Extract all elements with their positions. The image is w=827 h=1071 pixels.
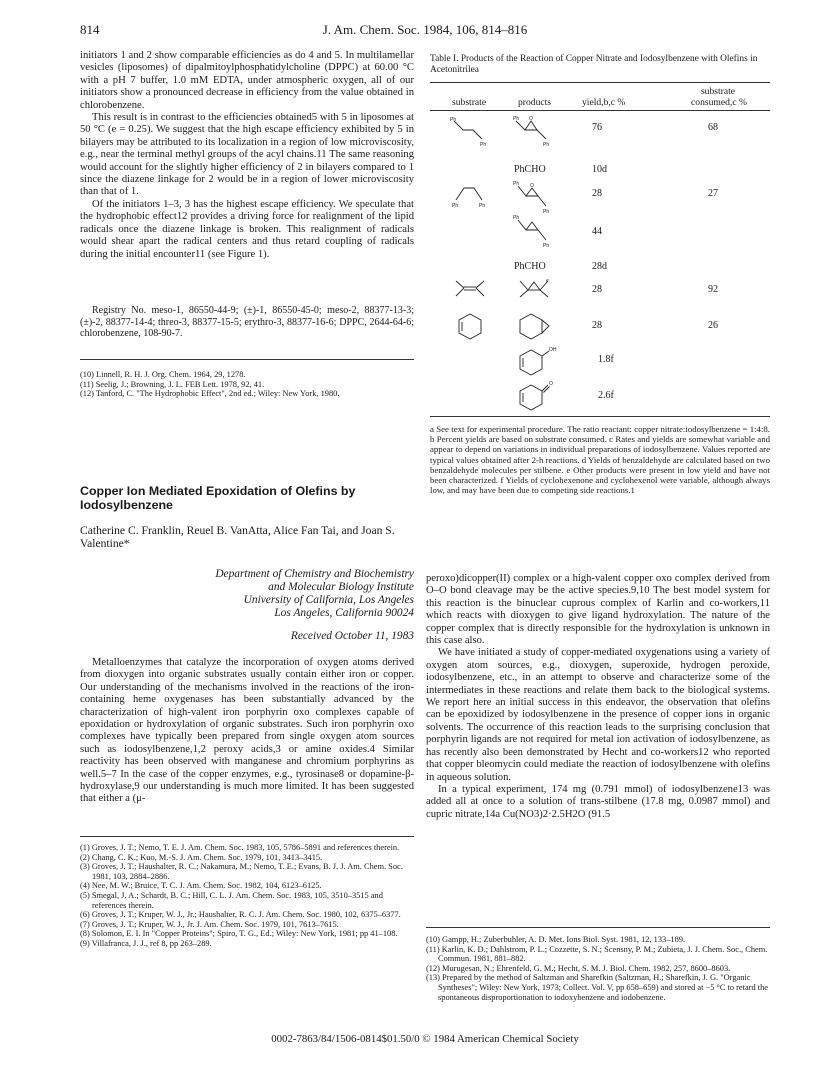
oxygen-label: O — [529, 116, 533, 122]
reference: (11) Seelig, J.; Browning, J. L. FEB Lett. 1978, 92, 41. — [80, 379, 265, 389]
right-body — [426, 573, 770, 821]
yield-value: 28d — [592, 261, 607, 272]
reference: (9) Villafranca, J. J., ref 8, pp 263–289. — [80, 938, 212, 948]
paragraph: Metalloenzymes that catalyze the incorporation of oxygen atoms derived from dioxygen into organic substrates usually contain either iron or copper. Our understanding of the mechanisms involved in the reactions of the iron-containing heme oxygenases has been substantially advanced by the characterization of high-valent iron porphyrin oxo complexes capable of epoxidation or hydroxylation of organic substrates. Such iron porphyrin oxo complexes have typically been prepared from single oxygen atom sources such as iodosylbenzene,1,2 peroxy acids,3 or amine oxides.4 Similar reactivity has been observed with manganese and chromium porphyrins as well.5–7 In the case of the copper enzymes, e.g., tyrosinase8 or dopamine-β-hydroxylase,9 our understanding is much more limited. It has been suggested that either a (μ- — [80, 657, 414, 805]
reference: (12) Murugesan, N.; Ehrenfeld, G. M.; Hecht, S. M. J. Biol. Chem. 1982, 257, 8600–8603. — [426, 963, 731, 973]
header-products: products — [518, 97, 552, 108]
yield-value: 10d — [592, 164, 607, 175]
yield-value: 28 — [592, 188, 602, 199]
consumed-value: 27 — [708, 188, 718, 199]
registry-numbers — [80, 305, 414, 340]
footnote-mark: e — [546, 278, 549, 284]
yield-value: 44 — [592, 226, 602, 237]
table-footnotes: a See text for experimental procedure. The ratio reactant: copper nitrate:iodosylbenzene = 1:4:8. b Percent yields are based on substrate consumed. c Rates and yields are somewhat variable and appear to depend on variations in individual preparations of iodosylbenzene. Values reported are typical values obtained after 2-h reactions. d Yields of benzaldehyde are calculated based on two benzaldehyde molecules per stilbene. e Other products were present in low yield and have not been characterized. f Yields of cyclohexenone and cyclohexenol were variable, although always low, and may have been due to competing side reactions.1 — [430, 424, 770, 496]
header-consumed-top: substrate — [700, 86, 736, 97]
reference: (4) Nee, M. W.; Bruice, T. C. J. Am. Chem. Soc. 1982, 104, 6123–6125. — [80, 881, 322, 891]
yield-value: 28 — [592, 320, 602, 331]
references-bottom-left — [80, 843, 414, 949]
ph-label: Ph — [513, 215, 520, 221]
divider — [426, 927, 770, 928]
affiliation-line: Department of Chemistry and Biochemistry — [215, 568, 414, 580]
yield-value: 1.8f — [598, 354, 614, 365]
paragraph: initiators 1 and 2 show comparable efficiencies as do 4 and 5. In multilamellar vesicles (liposomes) of dipalmitoylphosphatidylcholine (DPPC) at 60.00 °C with a pH 7 buffer, 1.0 mM EDTA, under atmospheric oxygen, all of our initiators show a pronounced decrease in efficiency from the value obtained in chlorobenzene. — [80, 50, 414, 111]
ph-label: Ph — [513, 181, 520, 187]
affiliation — [80, 568, 414, 620]
consumed-value: 26 — [708, 320, 718, 331]
references-bottom-right — [426, 935, 770, 1002]
reference: (10) Gampp, H.; Zuberbuhler, A. D. Met. Ions Biol. Syst. 1981, 12, 133–189. — [426, 935, 686, 944]
cyclohexenol-structure — [516, 346, 562, 376]
oxygen-label: O — [530, 183, 534, 189]
reference: (7) Groves, J. T.; Kruper, W. J., Jr. J. Am. Chem. Soc. 1979, 101, 7613–7615. — [80, 919, 339, 929]
header-yield: yield,b,c % — [582, 97, 626, 108]
affiliation-line: and Molecular Biology Institute — [268, 581, 414, 593]
consumed-value: 92 — [708, 284, 718, 295]
affiliation-line: Los Angeles, California 90024 — [274, 607, 414, 619]
left-body — [80, 657, 414, 806]
paragraph: This result is in contrast to the efficiencies obtained5 with 5 in liposomes at 50 °C (e = 0.25). We suggest that the high escape efficiency exhibited by 5 in bilayers may be attributed to its localization in a region of low microviscosity, e.g., near the terminal methyl groups of the acyl chains.11 The same reasoning would account for the slightly higher efficiency of 2 in bilayers compared to 1 since the diazene linkage for 2 would be in a region of lower microviscosity than that of 1. — [80, 112, 414, 198]
yield-value: 2.6f — [598, 390, 614, 401]
product-text: PhCHO — [514, 261, 546, 272]
trans-stilbene-oxide-structure — [512, 214, 562, 250]
yield-value: 28 — [592, 284, 602, 295]
table-bottom-rule — [430, 416, 770, 417]
trans-stilbene-structure — [448, 116, 498, 150]
paragraph: peroxo)dicopper(II) complex or a high-valent copper oxo complex derived from O–O bond cleavage may be the active species.9,10 The best model system for this reaction is the binuclear cuprous complex of Karlin and co-workers,11 which reacts with dioxygen to give ligand hydroxylation. The nature of the copper complex that is directly responsible for the hydroxylation is unknown in this case also. — [426, 573, 770, 647]
divider — [80, 359, 414, 360]
ph-label: Ph — [480, 142, 487, 148]
tetramethyl-epoxide-structure — [516, 278, 552, 300]
reference: (11) Karlin, K. D.; Dahlstrom, P. L.; Cozzette, S. N.; Scensny, P. M.; Zubieta, J. J. Chem. Soc., Chem. Commun. 1981, 881–882. — [426, 944, 768, 964]
header-consumed: consumed,c % — [691, 97, 747, 108]
left-top-text — [80, 50, 414, 261]
divider — [80, 836, 414, 837]
product-text: PhCHO — [514, 164, 546, 175]
paragraph: Of the initiators 1–3, 3 has the highest escape efficiency. We speculate that the hydrophobic effect12 provides a driving force for realignment of the lipid radicals once the diazene linkage is broken. This realignment of radicals would shear apart the radical centers and thus retard coupling of radicals during the initial encounter11 (see Figure 1). — [80, 198, 414, 260]
oxygen-label: O — [549, 381, 553, 387]
affiliation-line: University of California, Los Angeles — [243, 594, 414, 606]
journal-citation: J. Am. Chem. Soc. 1984, 106, 814–816 — [322, 22, 528, 37]
copyright-footer: 0002-7863/84/1506-0814$01.50/0 © 1984 American Chemical Society — [271, 1033, 579, 1045]
reference: (3) Groves, J. T.; Haushalter, R. C.; Nakamura, M.; Nemo, T. E.; Evans, B. J. J. Am. Chem. Soc. 1981, 103, 2884–2886. — [80, 862, 403, 881]
reference: (5) Smegal, J. A.; Schardt, B. C.; Hill, C. L. J. Am. Chem. Soc. 1983, 105, 3510–3515 and references therein. — [80, 890, 383, 910]
cyclohexenone-structure — [516, 380, 562, 412]
paragraph: We have initiated a study of copper-mediated oxygenations using a variety of oxygen atom sources, e.g., dioxygen, superoxide, hydrogen peroxide, iodosylbenzene, etc., in an attempt to observe and characterize some of the intermediates in these reactions and relate them back to the biological systems. We report here an initial success in this endeavor, the observation that olefins can be epoxidized by iodosylbenzene in the presence of copper ions in organic solvents. The occurrence of this reaction leads to the surprising conclusion that porphyrin ligands are not required for metal ion activation of iodosylbenzene, as has recently also been demonstrated by Hecht and co-workers12 who reported that copper bleomycin could mediate the reaction of iodosylbenzene with olefins in aqueous solution. — [426, 647, 770, 783]
yield-value: 76 — [592, 122, 602, 133]
reference: (13) Prepared by the method of Saltzman and Sharefkin (Saltzman, H.; Sharefkin, J. G. "Organic Syntheses"; Wiley: New York, 1973; Collect. Vol. V, pp 658–659) and stored at −5 °C to retard the spontaneous disproportionation to iodoxybenzene and iodobenzene. — [426, 973, 768, 1002]
ph-label: Ph — [450, 117, 457, 123]
cis-stilbene-oxide-structure — [512, 180, 562, 216]
hydroxyl-label: OH — [549, 347, 557, 353]
reference: (12) Tanford, C. "The Hydrophobic Effect", 2nd ed.; Wiley: New York, 1980. — [80, 389, 340, 399]
reference: (8) Solomon, E. I. In "Copper Proteins"; Spiro, T. G., Ed.; Wiley: New York, 1981; pp 41–108. — [80, 929, 398, 939]
ph-label: Ph — [543, 243, 550, 249]
paragraph: In a typical experiment, 174 mg (0.791 mmol) of iodosylbenzene13 was added all at once to a solution of trans-stilbene (17.8 mg, 0.0987 mmol) and cupric nitrate,14a Cu(NO3)2·2.5H2O (91.5 — [426, 783, 770, 820]
ph-label: Ph — [543, 142, 550, 148]
ph-label: Ph — [513, 116, 520, 122]
table-caption: Table I. Products of the Reaction of Copper Nitrate and Iodosylbenzene with Olefins in Acetonitrilea — [430, 54, 758, 75]
received-date: Received October 11, 1983 — [290, 630, 414, 642]
registry-text: Registry No. meso-1, 86550-44-9; (±)-1, 86550-45-0; meso-2, 88377-13-3; (±)-2, 88377-14-4; threo-3, 88377-15-5; erythro-3, 88377-16-6; DPPC, 2644-64-6; chlorobenzene, 108-90-7. — [80, 305, 414, 340]
page-header — [80, 22, 770, 40]
page-number: 814 — [80, 22, 100, 37]
consumed-value: 68 — [708, 122, 718, 133]
reference: (10) Linnell, R. H. J. Org. Chem. 1964, 29, 1278. — [80, 370, 246, 379]
reference: (2) Chang, C. K.; Kuo, M.-S. J. Am. Chem. Soc. 1979, 101, 3413–3415. — [80, 852, 323, 862]
cyclohexene-structure — [455, 312, 485, 342]
tetramethylethylene-structure — [452, 278, 488, 300]
table-header-rule — [430, 110, 770, 111]
article-title: Copper Ion Mediated Epoxidation of Olefins by Iodosylbenzene — [80, 484, 356, 512]
table-top-rule — [430, 82, 770, 83]
ph-label: Ph — [479, 203, 486, 209]
ph-label: Ph — [452, 203, 459, 209]
reference: (1) Groves, J. T.; Nemo, T. E. J. Am. Chem. Soc. 1983, 105, 5786–5891 and references therein. — [80, 843, 400, 852]
ph-label: Ph — [543, 209, 550, 215]
article-authors: Catherine C. Franklin, Reuel B. VanAtta, Alice Fan Tai, and Joan S. Valentine* — [80, 524, 395, 551]
header-substrate: substrate — [452, 97, 487, 108]
reference: (6) Groves, J. T.; Kruper, W. J., Jr.; Haushalter, R. C. J. Am. Chem. Soc. 1980, 102, 6375–6377. — [80, 910, 401, 920]
stilbene-oxide-structure — [512, 116, 562, 150]
cis-stilbene-structure — [448, 180, 498, 214]
cyclohexene-oxide-structure — [516, 312, 552, 342]
references-top — [80, 370, 414, 399]
